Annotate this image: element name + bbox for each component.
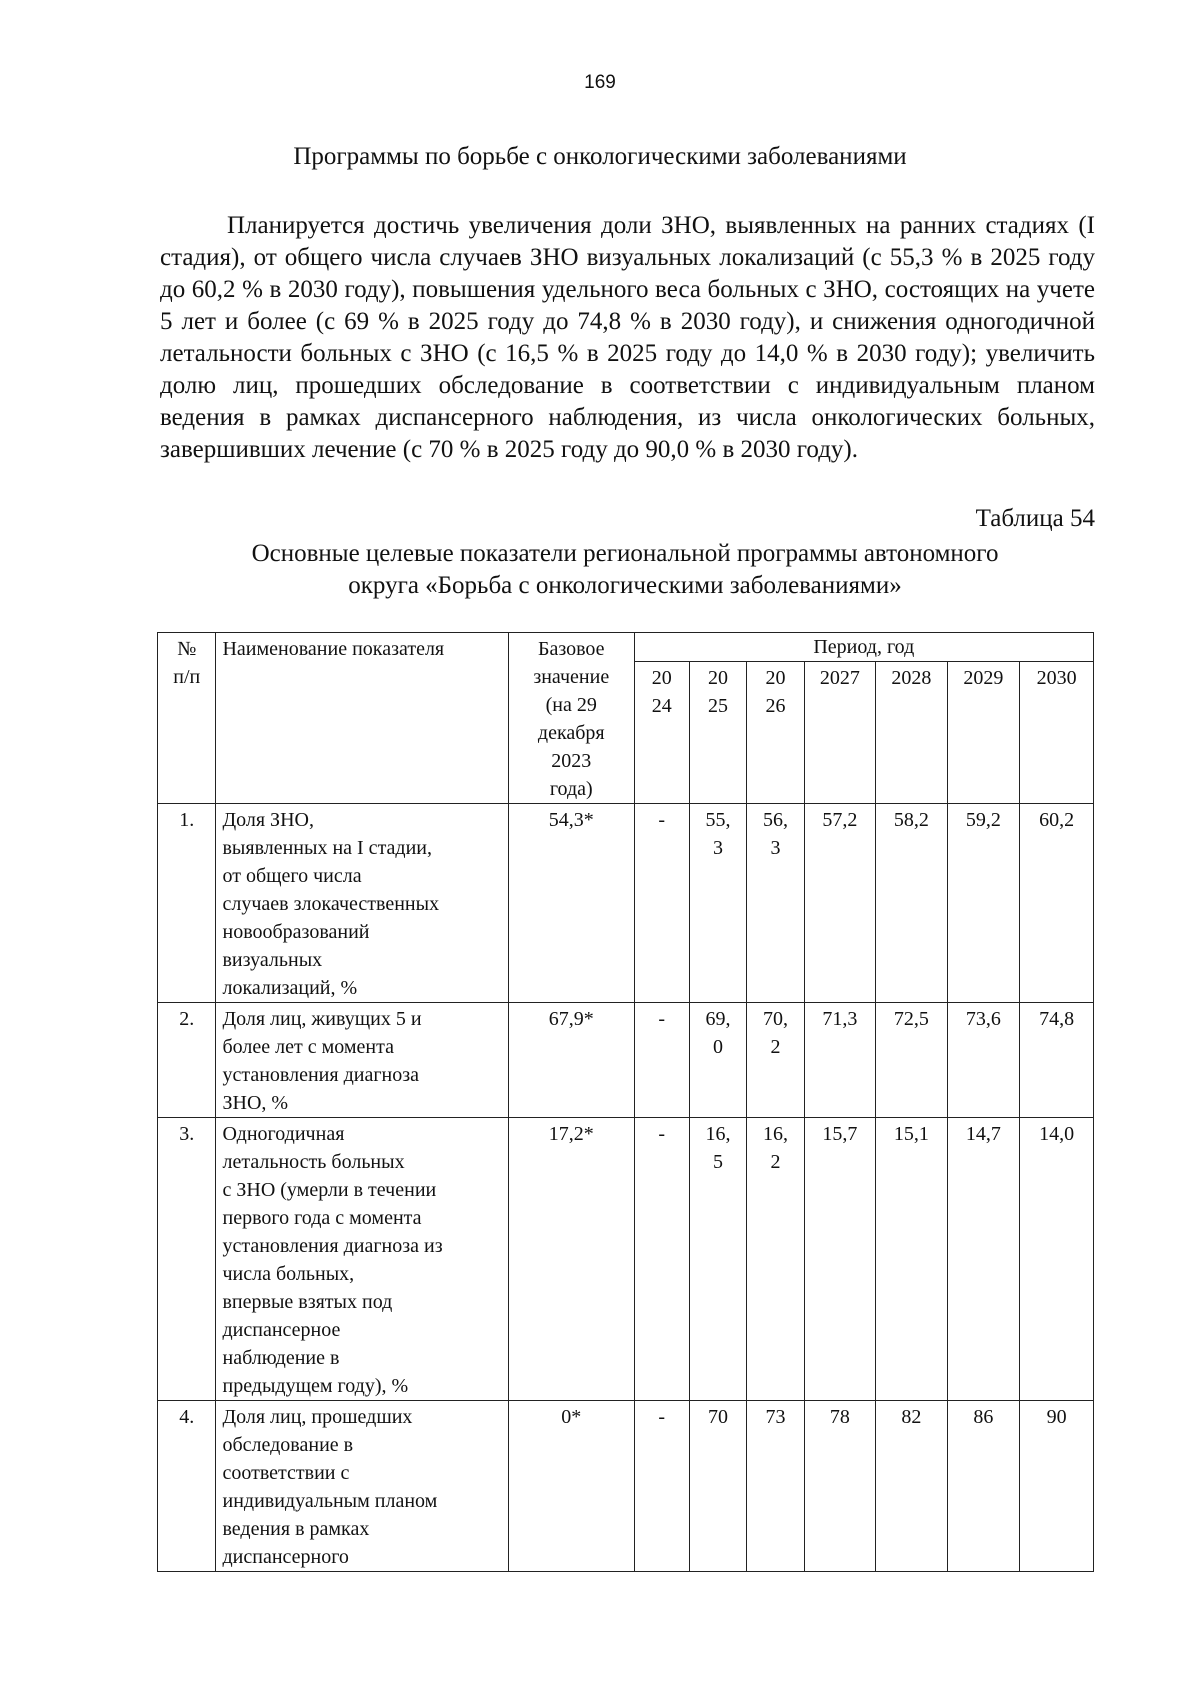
- row-num: 1.: [158, 804, 216, 1003]
- row-value: 56, 3: [747, 804, 804, 1003]
- row-value: 55, 3: [689, 804, 746, 1003]
- header-year: 2030: [1020, 662, 1094, 804]
- row-value: 59,2: [947, 804, 1020, 1003]
- row-name: Доля лиц, живущих 5 и более лет с момента установления диагноза ЗНО, %: [216, 1003, 508, 1118]
- row-base: 0*: [508, 1401, 634, 1572]
- row-value: 16, 2: [747, 1118, 804, 1401]
- row-base: 67,9*: [508, 1003, 634, 1118]
- row-value: 78: [804, 1401, 875, 1572]
- row-value: 71,3: [804, 1003, 875, 1118]
- row-value: 14,0: [1020, 1118, 1094, 1401]
- header-name: Наименование показателя: [216, 633, 508, 804]
- header-year: 20 24: [634, 662, 689, 804]
- row-value: 70, 2: [747, 1003, 804, 1118]
- row-value: -: [634, 1003, 689, 1118]
- row-value: -: [634, 804, 689, 1003]
- header-year: 2028: [876, 662, 947, 804]
- header-base: Базовое значение (на 29 декабря 2023 года): [508, 633, 634, 804]
- row-value: 70: [689, 1401, 746, 1572]
- header-year: 20 25: [689, 662, 746, 804]
- page-number: 169: [584, 72, 616, 93]
- row-num: 4.: [158, 1401, 216, 1572]
- header-num: № п/п: [158, 633, 216, 804]
- header-year: 2027: [804, 662, 875, 804]
- table-row: [158, 1003, 1094, 1118]
- table-title: Основные целевые показатели региональной программы автономного округа «Борьба с онкологическими заболеваниями»: [251, 540, 999, 599]
- row-value: 15,7: [804, 1118, 875, 1401]
- row-value: 90: [1020, 1401, 1094, 1572]
- row-num: 2.: [158, 1003, 216, 1118]
- table-row: [158, 1401, 1094, 1572]
- row-value: 86: [947, 1401, 1020, 1572]
- body-paragraph: Планируется достичь увеличения доли ЗНО, выявленных на ранних стадиях (I стадия), от общего числа случаев ЗНО визуальных локализаций (с 55,3 % в 2025 году до 60,2 % в 2030 году), повышения удельного веса больных с ЗНО, состоящих на учете 5 лет и более (с 69 % в 2025 году до 74,8 % в 2030 году), и снижения одногодичной летальности больных с ЗНО (с 16,5 % в 2025 году до 14,0 % в 2030 году); увеличить долю лиц, прошедших обследование в соответствии с индивидуальным планом ведения в рамках диспансерного наблюдения, из числа онкологических больных, завершивших лечение (с 70 % в 2025 году до 90,0 % в 2030 году).: [160, 212, 1095, 463]
- row-value: -: [634, 1118, 689, 1401]
- row-value: 14,7: [947, 1118, 1020, 1401]
- row-value: -: [634, 1401, 689, 1572]
- row-name: Одногодичная летальность больных с ЗНО (умерли в течении первого года с момента установления диагноза из числа больных, впервые взятых под диспансерное наблюдение в предыдущем году), %: [216, 1118, 508, 1401]
- row-value: 82: [876, 1401, 947, 1572]
- table-label: Таблица 54: [975, 505, 1095, 532]
- row-value: 73: [747, 1401, 804, 1572]
- row-value: 73,6: [947, 1003, 1020, 1118]
- header-year: 2029: [947, 662, 1020, 804]
- header-row: [158, 633, 1094, 662]
- row-value: 69, 0: [689, 1003, 746, 1118]
- row-base: 54,3*: [508, 804, 634, 1003]
- row-value: 60,2: [1020, 804, 1094, 1003]
- row-value: 58,2: [876, 804, 947, 1003]
- row-value: 16, 5: [689, 1118, 746, 1401]
- row-value: 15,1: [876, 1118, 947, 1401]
- row-value: 72,5: [876, 1003, 947, 1118]
- row-value: 74,8: [1020, 1003, 1094, 1118]
- row-name: Доля ЗНО, выявленных на I стадии, от общего числа случаев злокачественных новообразований визуальных локализаций, %: [216, 804, 508, 1003]
- indicators-table: [157, 632, 1094, 1572]
- row-base: 17,2*: [508, 1118, 634, 1401]
- section-heading: Программы по борьбе с онкологическими заболеваниями: [293, 143, 907, 170]
- row-name: Доля лиц, прошедших обследование в соответствии с индивидуальным планом ведения в рамках диспансерного: [216, 1401, 508, 1572]
- header-year: 20 26: [747, 662, 804, 804]
- table-row: [158, 804, 1094, 1003]
- header-period: Период, год: [634, 633, 1093, 662]
- table-row: [158, 1118, 1094, 1401]
- row-num: 3.: [158, 1118, 216, 1401]
- row-value: 57,2: [804, 804, 875, 1003]
